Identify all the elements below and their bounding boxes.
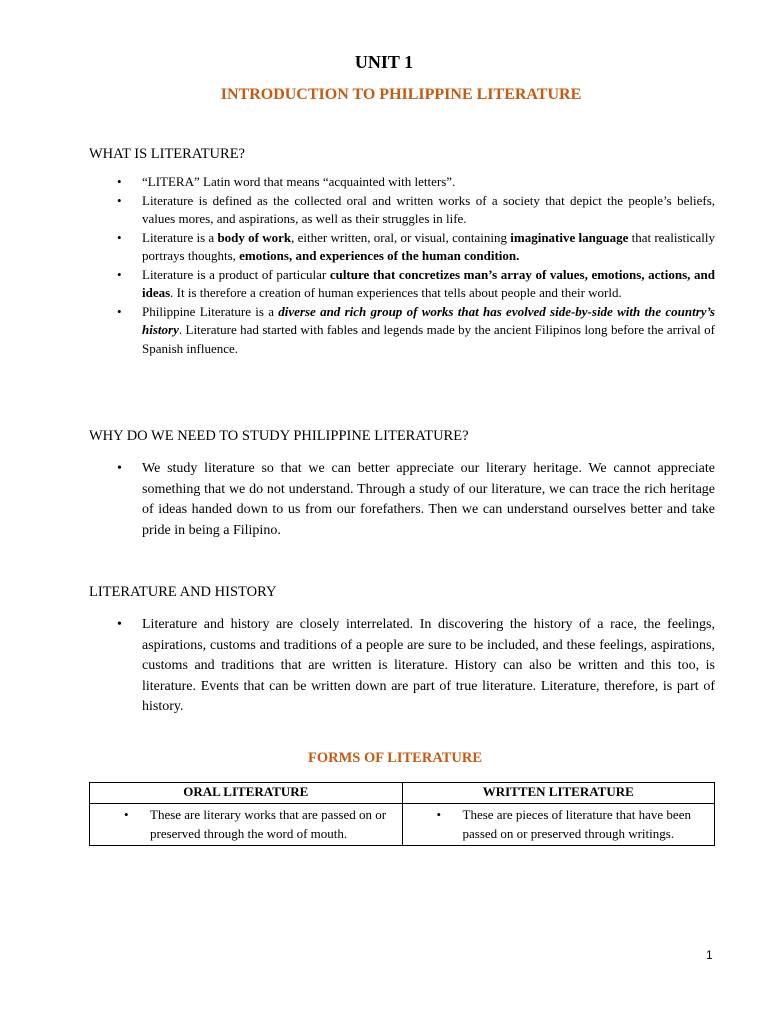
section-heading: WHY DO WE NEED TO STUDY PHILIPPINE LITERATURE?: [89, 428, 469, 444]
section-heading: LITERATURE AND HISTORY: [89, 584, 277, 600]
forms-table: [89, 782, 715, 846]
list-item: • These are literary works that are passed on or preserved through the word of mouth.: [90, 806, 398, 843]
list-item: • “LITERA” Latin word that means “acquainted with letters”.: [89, 173, 715, 192]
main-title: INTRODUCTION TO PHILIPPINE LITERATURE: [220, 86, 582, 103]
forms-title: FORMS OF LITERATURE: [307, 750, 482, 766]
unit-title: UNIT 1: [354, 52, 414, 72]
oral-literature-cell: [90, 804, 403, 846]
table-header-row: [90, 783, 715, 804]
list-item: • These are pieces of literature that have been passed on or preserved through writings.: [403, 806, 711, 843]
literature-history-section: [89, 584, 715, 718]
list-item: • We study literature so that we can better appreciate our literary heritage. We cannot appreciate something that we do not understand. Through a study of our literature, we can trace the rich heritage of ideas handed down to us from our forefathers. Then we can understand ourselves better and take pride in being a Filipino.: [89, 459, 715, 541]
section-heading: WHAT IS LITERATURE?: [89, 146, 245, 162]
table-row: [90, 804, 715, 846]
why-study-list: [89, 459, 715, 541]
why-study-section: [89, 428, 715, 541]
what-is-literature-list: [89, 173, 715, 358]
list-item: • Literature is a body of work, either written, oral, or visual, containing imaginative language that realistically portrays thoughts, emotions, and experiences of the human condition.: [89, 229, 715, 266]
list-item: • Literature is defined as the collected oral and written works of a society that depict the people’s beliefs, values mores, and aspirations, as well as their struggles in life.: [89, 192, 715, 229]
oral-literature-header: ORAL LITERATURE: [90, 783, 403, 804]
list-item: • Philippine Literature is a diverse and rich group of works that has evolved side-by-side with the country’s history. Literature had started with fables and legends made by the ancient Filipinos long before the arrival of Spanish influence.: [89, 303, 715, 359]
what-is-literature-section: [89, 146, 715, 358]
written-literature-cell: [402, 804, 715, 846]
literature-history-list: [89, 615, 715, 718]
page-number: 1: [706, 948, 713, 962]
written-literature-header: WRITTEN LITERATURE: [402, 783, 715, 804]
list-item: • Literature is a product of particular culture that concretizes man’s array of values, emotions, actions, and ideas. It is therefore a creation of human experiences that tells about people and their world.: [89, 266, 715, 303]
list-item: • Literature and history are closely interrelated. In discovering the history of a race, the feelings, aspirations, customs and traditions of a people are sure to be included, and these feelings, aspirations, customs and traditions that are written is literature. History can also be written and this too, is literature. Events that can be written down are part of true literature. Literature, therefore, is part of history.: [89, 615, 715, 718]
